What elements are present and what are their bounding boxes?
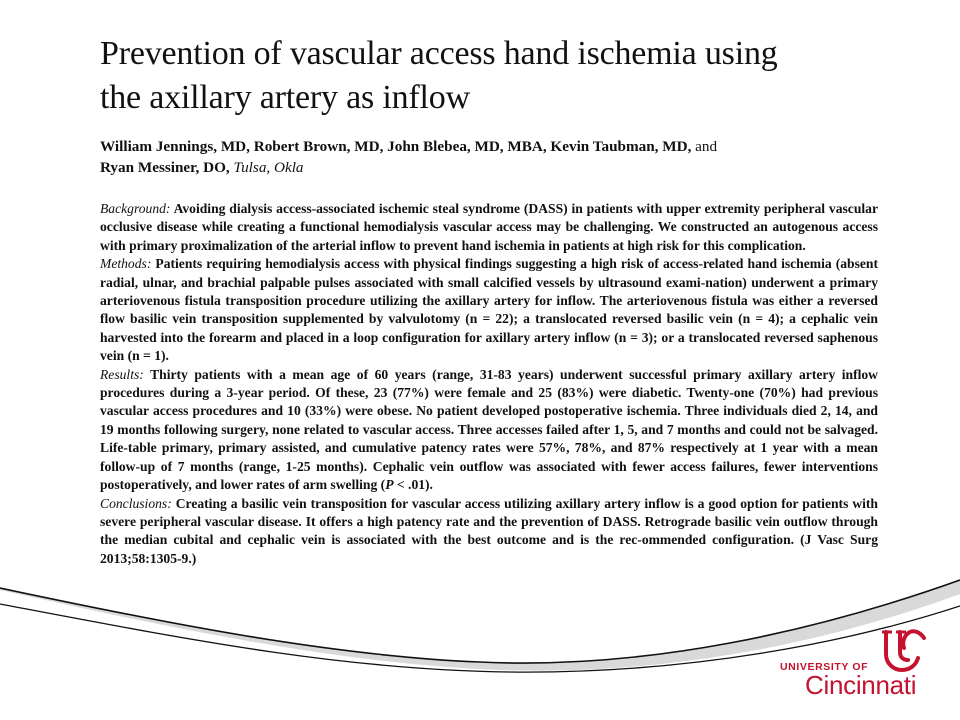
logo-cincinnati: Cincinnati [805,670,917,700]
article-title [100,32,900,120]
uc-monogram-icon [880,628,928,672]
abstract [100,200,878,568]
article-title-line-1: Prevention of vascular access hand ischemia using [100,35,778,72]
author-location: Tulsa, Okla [233,159,304,176]
author-line-1 [100,136,890,157]
abstract-background [100,200,878,255]
author-list [100,136,890,178]
abstract-results [100,366,878,495]
university-logo [780,628,950,708]
abstract-conclusions [100,495,878,569]
methods-text: Patients requiring hemodialysis access with physical findings suggesting a high risk of access-related hand ischemia (absent radial, ulnar, and brachial palpable pulses associated with small calcified vessels by ultrasound exami-nation) underwent a primary arteriovenous fistula transposition procedure utilizing the axillary artery for inflow. The arteriovenous fistula was either a reversed flow basilic vein transposition supplemented by valvulotomy (n = 22); a translocated reversed basilic vein (n = 4); a cephalic vein harvested into the forearm and placed in a loop configuration for axillary artery inflow (n = 3); or a translocated reversed saphenous vein (n = 1). [100,256,879,364]
author-last-name: Ryan Messiner, DO, [100,159,230,176]
background-text: Avoiding dialysis access-associated ischemic steal syndrome (DASS) in patients with upper extremity peripheral vascular occlusive disease while creating a functional hemodialysis vascular access may be challenging. We constructed an autogenous access with primary proximalization of the arterial inflow to prevent hand ischemia in patients at high risk for this complication. [100,201,878,253]
author-conjunction: and [695,138,718,155]
author-names: William Jennings, MD, Robert Brown, MD, John Blebea, MD, MBA, Kevin Taubman, MD, [100,138,692,155]
results-end: < .01). [393,477,433,493]
results-text: Thirty patients with a mean age of 60 years (range, 31-83 years) underwent successful primary axillary artery inflow procedures during a 3-year period. Of these, 23 (77%) were female and 25 (83%) were diabetic. Twenty-one (70%) had previous vascular access procedures and 10 (33%) were obese. No patient developed postoperative ischemia. Three individuals died 2, 14, and 19 months following surgery, none related to vascular access. Three accesses failed after 1, 5, and 7 months and could not be salvaged. Life-table primary, primary assisted, and cumulative patency rates were 57%, 78%, and 87% respectively at 1 year with a mean follow-up of 7 months (range, 1-25 months). Cephalic vein outflow was associated with fewer access failures, fewer interventions postoperatively, and lower rates of arm swelling ( [100,366,878,493]
background-label: Background: [100,201,171,216]
results-label: Results: [100,366,144,382]
methods-label: Methods: [100,256,152,272]
conclusions-text: Creating a basilic vein transposition for vascular access utilizing axillary artery inflow is a good option for patients with severe peripheral vascular disease. It offers a high patency rate and the prevention of DASS. Retrograde basilic vein outflow through the median cubital and cephalic vein is associated with the best outcome and is the rec-ommended configuration. (J Vasc Surg 2013;58:1305-9.) [100,495,878,566]
abstract-methods [100,255,878,365]
logo-university-of: UNIVERSITY OF [780,661,869,673]
conclusions-label: Conclusions: [100,495,172,511]
author-line-2 [100,157,890,178]
results-p-value-symbol: P [385,477,394,493]
article-title-line-2: the axillary artery as inflow [100,79,470,116]
